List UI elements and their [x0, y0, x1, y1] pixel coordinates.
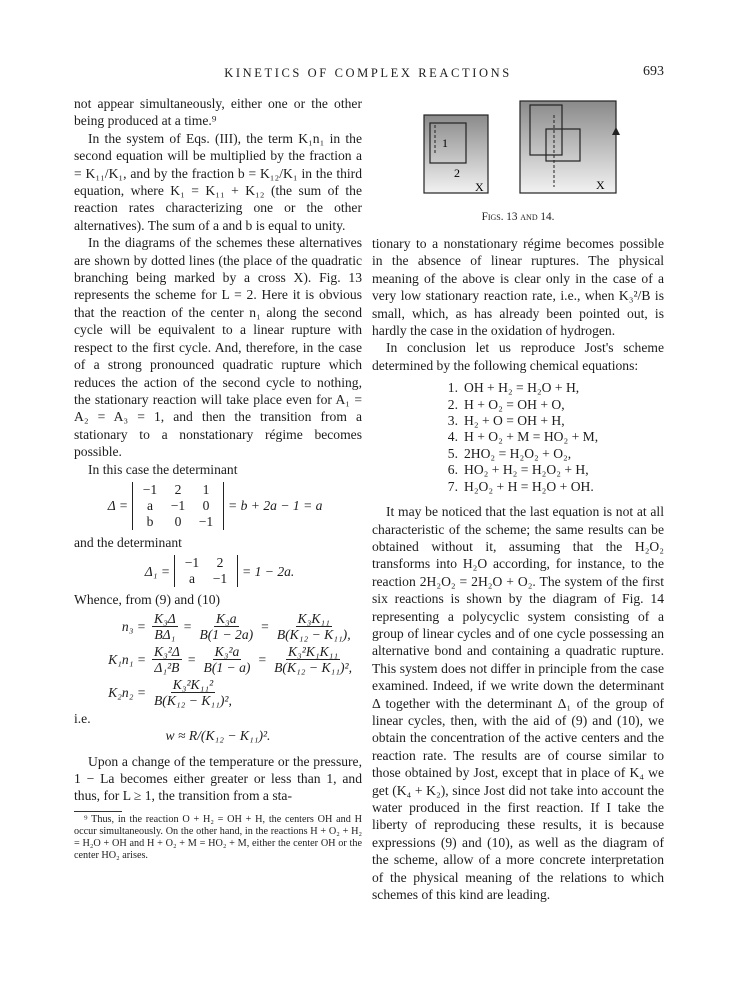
equation-text: OH + H₂ = H₂O + H, [464, 380, 580, 396]
det-row [178, 571, 234, 587]
numerator: K₃a [216, 610, 237, 626]
equation-text: H + O₂ + M = HO₂ + M, [464, 429, 599, 445]
equation-text: H + O₂ = OH + O, [464, 396, 565, 412]
paragraph: It may be noticed that the last equation is not at all characteristic of the scheme; the same results can be obtained without it, assuming that the H₂O₂ transforms into H₂O according, for instance, to the reaction 2H₂O₂ = 2H₂O + O₂. The system of the first six reactions is shown by the diagram of Fig. 14 representing a polycyclic system consisting of a group of linear cycles and of one cycle possessing an alternative bond and containing a quadratic rupture. This system does not differ in principle from the case examined. Indeed, if we write down the determinant Δ together with the determinant Δ₁ of the group of linear cycles, then, with the aid of (9) and (10), we obtain the concentration of the active centers and the reaction rate. The results are of course similar to those obtained by Jost, except that in place of K₄ we get (K₄ + K₂), since Jost did not take into account the water produced in the first reaction. If I take the liberty of reproducing these results, it is because expressions (9) and (10), as well as the diagram of the scheme, allow of a more concrete interpretation of the physical meaning of the relations to which schemes of this kind are leading. [372, 504, 664, 903]
right-column [372, 95, 664, 903]
equation-number: 6. [447, 462, 458, 478]
denominator: B(K₁₂ − K₁₁), [276, 626, 351, 642]
det-cell: 0 [174, 513, 182, 529]
equation-number: 2. [447, 396, 458, 412]
eq-lhs: K₂n₂ = [108, 684, 146, 700]
equation-row [438, 397, 664, 413]
fraction [272, 644, 354, 675]
paragraph: In the diagrams of the schemes these alternatives are shown by dotted lines (the place of the quadratic branching being marked by a cross X). Fig. 13 represents the scheme for L = 2. Here it is obvious that the reaction of the center n₁ along the second cycle will be equivalent to a linear rupture with respect to the first cycle. And, therefore, in the case of a strong pronounced quadratic rupture which reduces the action of the second cycle to nothing, the stationary reaction will take place even for A₁ = A₂ = A₃ = 1, and then the transition from a stationary to a nonstationary régime becomes possible. [74, 235, 362, 460]
fraction [197, 611, 255, 642]
paragraph: tionary to a nonstationary régime becomes possible in the absence of linear ruptures. The physical meaning of the above is clear only in the case of a very low stationary reaction rate, i.e., when K₃²/B is small, which, as has already been pointed out, is hardly the case in the oxidation of hydrogen. [372, 236, 664, 339]
denominator: B(K₁₂ − K₁₁)², [274, 659, 352, 675]
left-column [74, 95, 362, 862]
equation-number: 7. [447, 478, 458, 494]
paragraph: Upon a change of the temperature or the pressure, 1 − La becomes either greater or less than 1, and thus, for L ≥ 1, the transition from a sta- [74, 753, 362, 804]
figure-caption: Figs. 13 and 14. [481, 211, 555, 223]
det-cell: 2 [174, 481, 182, 497]
det-cell: b [146, 513, 154, 529]
numerator: K₃²K₁₁² [172, 676, 214, 692]
footnote: ⁹ Thus, in the reaction O + H₂ = OH + H, the centers OH and H occur simultaneously. On the other hand, in the reactions H + O₂ + H₂ = H₂O + OH and H + O₂ + M = HO₂ + M, either the center OH or the center HO₂ arises. [74, 813, 362, 861]
fraction [275, 611, 353, 642]
det-result: = 1 − 2a. [242, 563, 295, 579]
det-row [136, 482, 220, 498]
eq-lhs: n₃ = [121, 618, 146, 634]
equation-number: 3. [447, 413, 458, 429]
fig14-label-x: X [596, 178, 605, 192]
fraction [152, 677, 234, 708]
determinant-delta1 [122, 555, 362, 587]
equation-number: 5. [447, 445, 458, 461]
det-cell: 1 [202, 481, 210, 497]
equation-text: H₂ + O = OH + H, [464, 413, 565, 429]
det-row [136, 498, 220, 514]
fraction [152, 611, 178, 642]
page-number: 693 [643, 64, 664, 79]
equation-number: 1. [447, 380, 458, 396]
det-row [136, 514, 220, 530]
equation-text: 2HO₂ = H₂O₂ + O₂, [464, 445, 572, 461]
equation-row [438, 479, 664, 495]
det-label: Δ₁ = [144, 563, 170, 579]
equation-text: H₂O₂ + H = H₂O + OH. [464, 478, 594, 494]
equation-row [438, 446, 664, 462]
det-row [178, 555, 234, 571]
denominator: B(K₁₂ − K₁₁)², [154, 692, 232, 708]
cycle-diagram [420, 95, 620, 203]
numerator: K₃²Δ [154, 643, 180, 659]
paragraph: In the system of Eqs. (III), the term K₁n₁ in the second equation will be multiplied by the fraction a = K₁₁/K₁, and by the fraction b = K₁₂/K₁ in the third equation, where K₁ = K₁₁ + K₁₂ (the sum of the reaction rates characterizing one or the other alternatives). The sum of a and b is equal to unity. [74, 130, 362, 233]
equation-k2n2 [74, 677, 362, 708]
det-label: Δ = [107, 498, 128, 514]
det-cell: −1 [198, 513, 214, 529]
det-result: = b + 2a − 1 = a [228, 498, 323, 514]
paragraph: and the determinant [74, 534, 182, 550]
det-matrix [132, 482, 224, 530]
equation-text: HO₂ + H₂ = H₂O₂ + H, [464, 462, 589, 478]
running-head [0, 66, 736, 81]
det-cell: −1 [184, 555, 200, 571]
fraction [152, 644, 182, 675]
fraction [202, 644, 253, 675]
equation-w: w ≈ R/(K₁₂ − K₁₁)². [165, 728, 271, 744]
equation-list [372, 380, 664, 495]
figure-13-14 [372, 95, 664, 235]
equation-row [438, 413, 664, 429]
numerator: K₃K₁₁ [297, 610, 330, 626]
det-cell: −1 [142, 481, 158, 497]
numerator: K₃Δ [154, 610, 176, 626]
eq-lhs: K₁n₁ = [108, 651, 146, 667]
equation-number: 4. [447, 429, 458, 445]
det-cell: −1 [170, 497, 186, 513]
running-title: KINETICS OF COMPLEX REACTIONS [224, 66, 512, 80]
fig13-label-x: X [475, 180, 484, 194]
denominator: BΔ₁ [154, 626, 176, 642]
det-cell: −1 [212, 571, 228, 587]
det-matrix [174, 555, 238, 587]
footnote-rule [74, 811, 122, 812]
paragraph: i.e. [74, 710, 91, 726]
paragraph: In this case the determinant [88, 461, 238, 477]
equation-k1n1: K₁n₁ = $\frac{\text{K₃²Δ}}{\text{Δ₁²B}}$ = $\frac{\text{K₃²a}}{B(1 - a)}$ = $\frac{\text{K₃²K₁K₁₁}}{\text{B(K₁₂ − K₁₁)²,}}$ [74, 644, 362, 675]
paragraph: not appear simultaneously, either one or the other being produced at a time.⁹ [74, 96, 362, 129]
numerator: K₃²a [214, 643, 240, 659]
equation-row [438, 429, 664, 445]
fig13-label-2: 2 [454, 166, 460, 180]
equation-row [438, 380, 664, 396]
denominator: B(1 − a) [203, 659, 251, 675]
denominator: Δ₁²B [154, 659, 180, 675]
det-cell: 0 [202, 497, 210, 513]
det-cell: 2 [216, 555, 224, 571]
fig13-label-1: 1 [442, 136, 448, 150]
equation-n3: n₃ = $\frac{\text{K₃Δ}}{\text{BΔ₁}}$ = $\frac{\text{K₃a}}{B(1 - 2a)}$ = $\frac{\text{K₃K₁₁}}{\text{B(K₁₂ − K₁₁),}}$ [74, 611, 362, 642]
determinant-delta [80, 482, 362, 530]
denominator: B(1 − 2a) [199, 626, 254, 642]
equation-row [438, 462, 664, 478]
numerator: K₃²K₁K₁₁ [287, 643, 339, 659]
paragraph: In conclusion let us reproduce Jost's scheme determined by the following chemical equations: [372, 340, 664, 373]
det-cell: a [188, 571, 196, 587]
paragraph: Whence, from (9) and (10) [74, 592, 221, 608]
det-cell: a [146, 497, 154, 513]
